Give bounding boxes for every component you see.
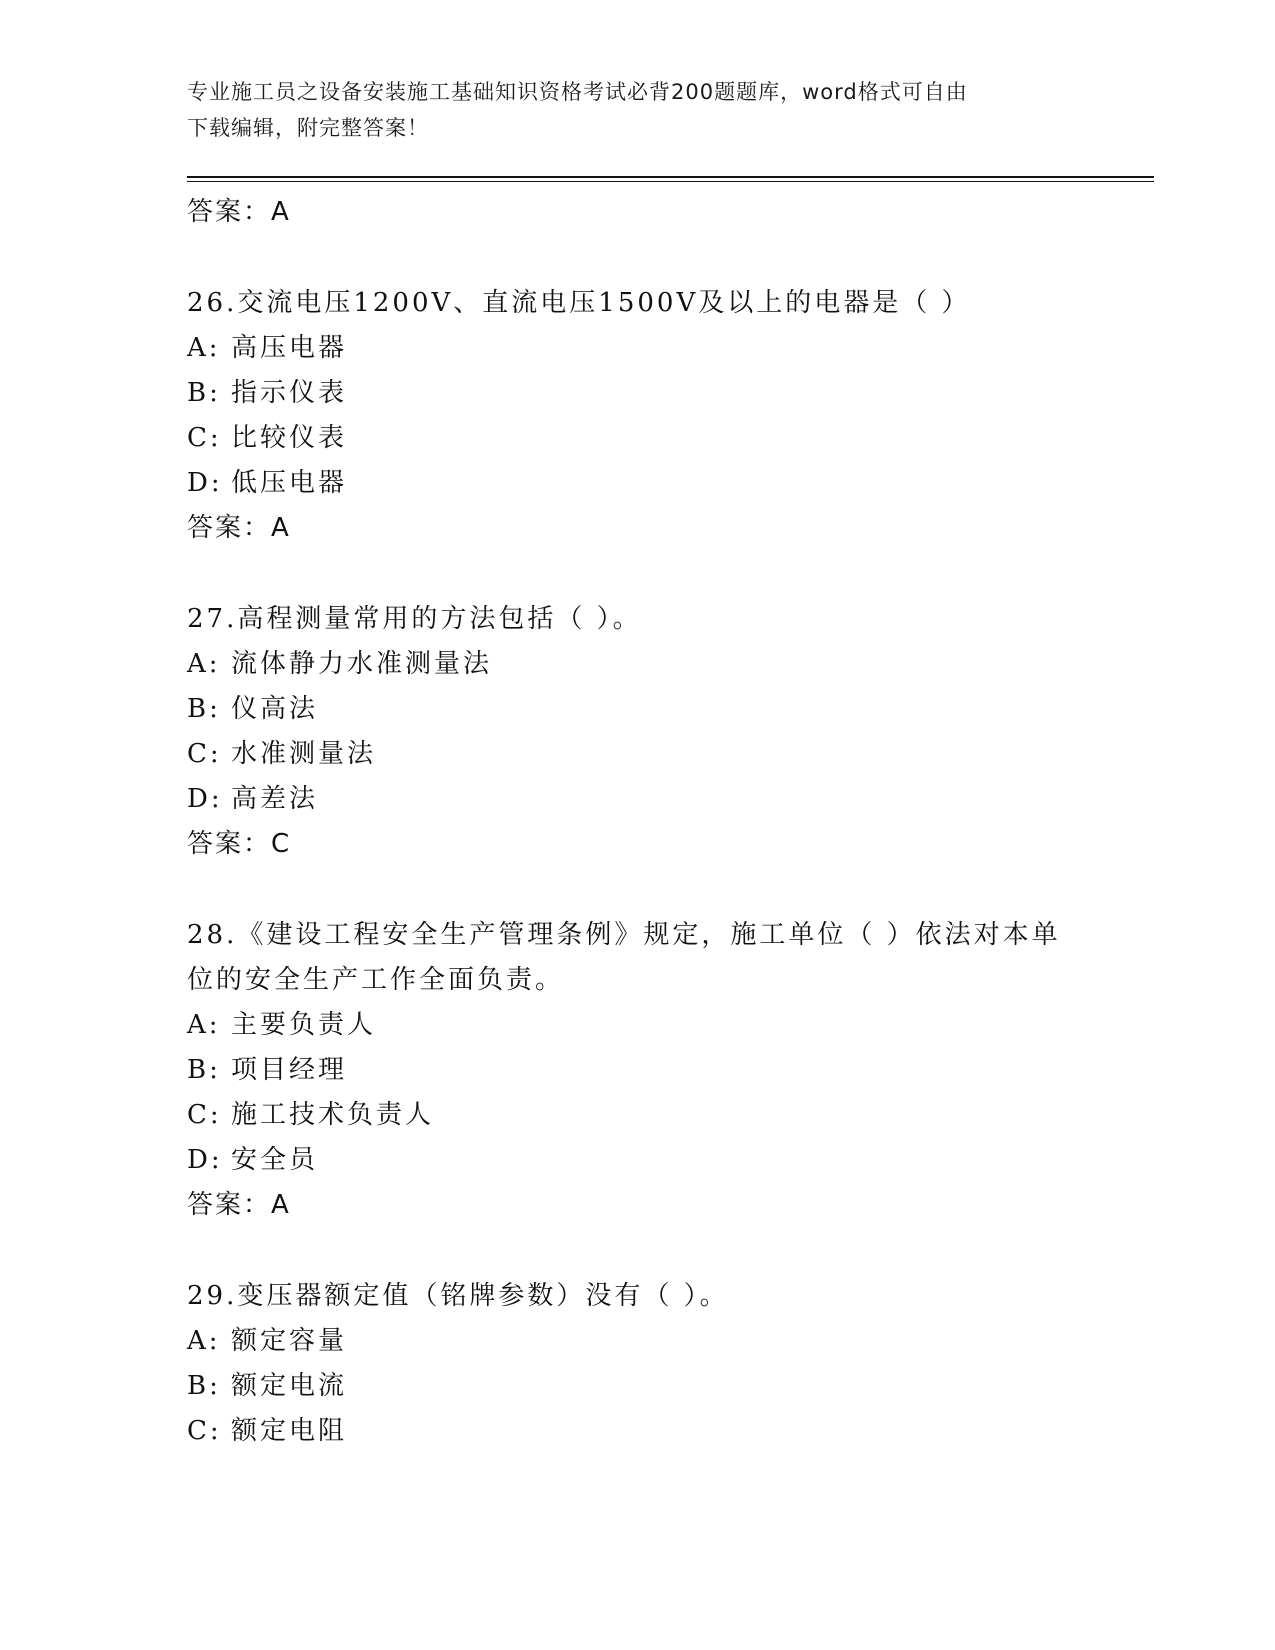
option-text: 额定电流 (231, 1371, 348, 1401)
option-b (187, 687, 1087, 732)
spacer (187, 551, 1087, 597)
previous-answer: 答案：A (187, 197, 291, 227)
option-text: 指示仪表 (231, 378, 348, 408)
option-text: 低压电器 (231, 468, 348, 498)
option-label: D: (187, 468, 223, 498)
option-label: A: (187, 1010, 221, 1040)
option-text: 主要负责人 (231, 1010, 377, 1040)
option-c (187, 1093, 1087, 1138)
header-line-2: 下载编辑，附完整答案！ (187, 116, 429, 140)
spacer (187, 235, 1087, 281)
option-text: 比较仪表 (231, 423, 348, 453)
option-a (187, 1319, 1087, 1364)
option-label: B: (187, 694, 221, 724)
option-label: D: (187, 1145, 223, 1175)
question-list (187, 190, 1087, 1454)
option-d (187, 461, 1087, 506)
option-label: D: (187, 784, 223, 814)
question-26 (187, 281, 1087, 551)
option-d (187, 777, 1087, 822)
option-a (187, 326, 1087, 371)
option-label: C: (187, 739, 222, 769)
option-a (187, 1003, 1087, 1048)
option-text: 项目经理 (231, 1055, 348, 1085)
question-29 (187, 1274, 1087, 1454)
spacer (187, 867, 1087, 913)
option-text: 高差法 (231, 784, 319, 814)
option-text: 安全员 (231, 1145, 319, 1175)
option-text: 额定容量 (231, 1326, 348, 1356)
question-28 (187, 913, 1087, 1228)
option-text: 流体静力水准测量法 (231, 649, 493, 679)
option-c (187, 732, 1087, 777)
option-text: 仪高法 (231, 694, 319, 724)
header-line-1: 专业施工员之设备安装施工基础知识资格考试必背200题题库，word格式可自由 (187, 80, 968, 104)
question-text: 29.变压器额定值（铭牌参数）没有（ ）。 (187, 1281, 729, 1311)
option-label: B: (187, 378, 221, 408)
option-c (187, 1409, 1087, 1454)
option-label: C: (187, 1416, 222, 1446)
option-text: 施工技术负责人 (231, 1100, 435, 1130)
header-divider-thin (187, 181, 1154, 182)
option-label: A: (187, 333, 221, 363)
option-label: B: (187, 1371, 221, 1401)
answer: 答案：A (187, 1190, 291, 1220)
option-text: 高压电器 (231, 333, 348, 363)
question-text-line-1: 28.《建设工程安全生产管理条例》规定，施工单位（ ）依法对本单 (187, 920, 1061, 950)
option-text: 额定电阻 (231, 1416, 348, 1446)
option-text: 水准测量法 (231, 739, 377, 769)
option-label: C: (187, 423, 222, 453)
question-text: 27.高程测量常用的方法包括（ ）。 (187, 604, 642, 634)
spacer (187, 1228, 1087, 1274)
option-label: A: (187, 649, 221, 679)
question-text-line-2: 位的安全生产工作全面负责。 (187, 965, 565, 995)
option-b (187, 1048, 1087, 1093)
option-d (187, 1138, 1087, 1183)
option-c (187, 416, 1087, 461)
option-label: C: (187, 1100, 222, 1130)
answer: 答案：C (187, 829, 292, 859)
answer: 答案：A (187, 513, 291, 543)
document-header (187, 74, 1087, 146)
option-b (187, 371, 1087, 416)
option-label: A: (187, 1326, 221, 1356)
option-b (187, 1364, 1087, 1409)
question-27 (187, 597, 1087, 867)
question-text: 26.交流电压1200V、直流电压1500V及以上的电器是（ ） (187, 288, 971, 318)
header-divider (187, 176, 1154, 178)
option-a (187, 642, 1087, 687)
option-label: B: (187, 1055, 221, 1085)
